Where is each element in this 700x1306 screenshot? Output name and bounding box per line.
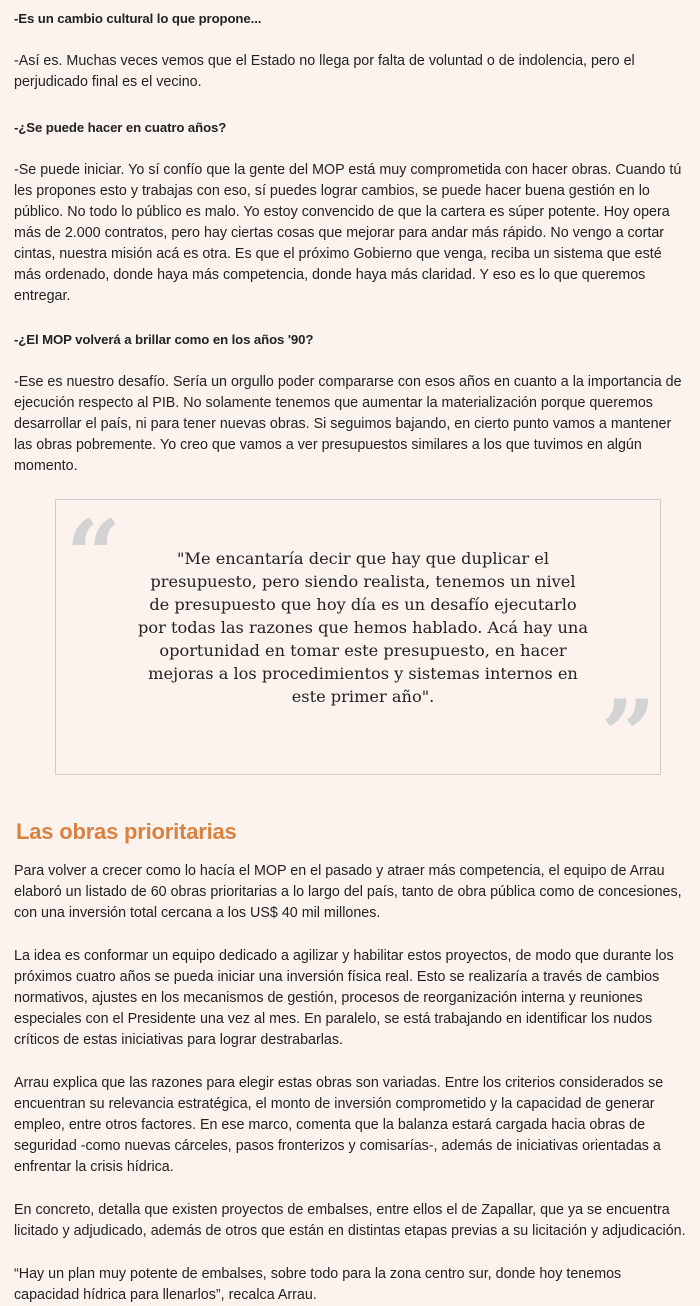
section-paragraph: Para volver a crecer como lo hacía el MOP en el pasado y atraer más competencia, el equipo de Arrau elaboró un listado de 60 obras prioritarias a lo largo del país, tanto de obra pública como de concesiones, con una inversión total cercana a los US$ 40 mil millones.: [14, 863, 682, 921]
section-paragraph: La idea es conformar un equipo dedicado a agilizar y habilitar estos proyectos, de modo que durante los próximos cuatro años se pueda iniciar una inversión física real. Esto se realizaría a través de cambios normativos, ajustes en los mecanismos de gestión, procesos de reorganización interna y reuniones especiales con el Presidente una vez al mes. En paralelo, se está trabajando en identificar los nudos críticos de estas iniciativas para lograr destrabarlas.: [14, 948, 674, 1048]
pull-quote-text: "Me encantaría decir que hay que duplicar el presupuesto, pero siendo realista, tenemos un nivel de presupuesto que hoy día es un desafío ejecutarlo por todas las razones que hemos hablado. Acá hay una oportunidad en tomar este presupuesto, en hacer mejoras a los procedimientos y sistemas internos en este primer año".: [138, 549, 588, 706]
interview-answer-1: -Así es. Muchas veces vemos que el Estado no llega por falta de voluntad o de indolencia, pero el perjudicado final es el vecino.: [14, 53, 635, 90]
interview-question-3: -¿El MOP volverá a brillar como en los años '90?: [14, 332, 314, 347]
close-quote-icon: ”: [600, 679, 656, 792]
interview-question-2: -¿Se puede hacer en cuatro años?: [14, 120, 227, 135]
interview-answer-2: -Se puede iniciar. Yo sí confío que la gente del MOP está muy comprometida con hacer obras. Cuando tú les propones esto y trabajas con eso, sí puedes lograr cambios, se puede hacer buena gestión en lo público. No todo lo público es malo. Yo estoy convencido de que la cartera es súper potente. Hoy opera más de 2.000 contratos, pero hay ciertas cosas que mejorar para andar más rápido. No vengo a cortar cintas, nuestra misión acá es otra. Es que el próximo Gobierno que venga, reciba un sistema que esté más ordenado, donde haya más competencia, donde haya más claridad. Y eso es lo que queremos entregar.: [14, 162, 682, 304]
section-paragraph: En concreto, detalla que existen proyectos de embalses, entre ellos el de Zapallar, que ya se encuentra licitado y adjudicado, además de otros que están en distintas etapas previas a su licitación y adjudicación.: [14, 1202, 686, 1239]
interview-question-1: -Es un cambio cultural lo que propone...: [14, 11, 262, 26]
article-body: [0, 8, 700, 1306]
interview-answer-3: -Ese es nuestro desafío. Sería un orgullo poder compararse con esos años en cuanto a la importancia de ejecución respecto al PIB. No solamente tenemos que aumentar la materialización porque queremos desarrollar el país, ni para tener nuevas obras. Si seguimos bajando, en cierto punto vamos a mantener las obras pobremente. Yo creo que vamos a ver presupuestos similares a los que tuvimos en algún momento.: [14, 374, 682, 474]
section-heading: Las obras prioritarias: [16, 819, 237, 844]
pull-quote: [55, 499, 661, 792]
section-paragraph: “Hay un plan muy potente de embalses, sobre todo para la zona centro sur, donde hoy tenemos capacidad hídrica para llenarlos”, recalca Arrau.: [14, 1266, 622, 1303]
section-paragraph: Arrau explica que las razones para elegir estas obras son variadas. Entre los criterios considerados se encuentran su relevancia estratégica, el monto de inversión comprometido y la capacidad de generar empleo, entre otros factores. En ese marco, comenta que la balanza estará cargada hacia obras de seguridad -como nuevas cárceles, pasos fronterizos y comisarías-, además de iniciativas orientadas a enfrentar la crisis hídrica.: [14, 1075, 664, 1175]
open-quote-icon: “: [66, 499, 122, 612]
